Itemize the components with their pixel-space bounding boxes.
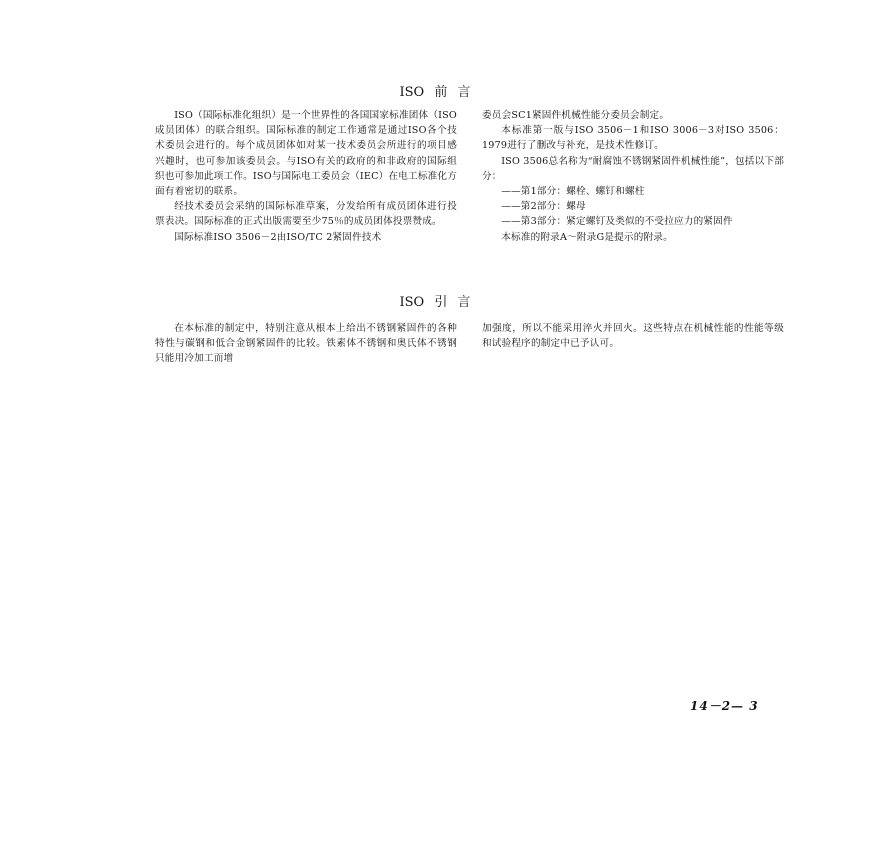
foreword-paragraph: ISO（国际标准化组织）是一个世界性的各国国家标准团体（ISO成员团体）的联合组织。国际标准的制定工作通常是通过ISO各个技术委员会进行的。每个成员团体如对某一技术委员会所进行的项目感兴趣时，也可参加该委员会。与ISO有关的政府的和非政府的国际组织也可参加此项工作。ISO与国际电工委员会（IEC）在电工标准化方面有着密切的联系。 bbox=[155, 110, 457, 198]
introduction-paragraph: 在本标准的制定中，特别注意从根本上给出不锈钢紧固件的各种特性与碳钢和低合金钢紧固件的比较。铁素体不锈钢和奥氏体不锈钢只能用冷加工而增 bbox=[155, 323, 457, 365]
foreword-paragraph: 本标准的附录A～附录G是提示的附录。 bbox=[501, 231, 673, 243]
foreword-list-item: ——第1部分：螺栓、螺钉和螺柱 bbox=[501, 186, 645, 198]
introduction-title: ISO 引 言 bbox=[399, 295, 471, 310]
foreword-right-column bbox=[482, 108, 784, 245]
foreword-left-column bbox=[155, 108, 457, 245]
introduction-paragraph: 加强度，所以不能采用淬火并回火。这些特点在机械性能的性能等级和试验程序的制定中已予认可。 bbox=[482, 323, 784, 350]
introduction-left-column bbox=[155, 321, 457, 367]
foreword-paragraph: 经技术委员会采纳的国际标准草案，分发给所有成员团体进行投票表决。国际标准的正式出版需要至少75％的成员团体投票赞成。 bbox=[155, 201, 457, 228]
foreword-title: ISO 前 言 bbox=[399, 85, 471, 100]
foreword-list-item: ——第3部分：紧定螺钉及类似的不受拉应力的紧固件 bbox=[501, 216, 733, 228]
foreword-paragraph: 委员会SC1紧固件机械性能分委员会制定。 bbox=[482, 110, 670, 121]
foreword-paragraph: 本标准第一版与ISO 3506－1和ISO 3006－3对ISO 3506：1979进行了删改与补充，是技术性修订。 bbox=[482, 125, 784, 152]
page-number: 14－2— 3 bbox=[690, 699, 759, 713]
introduction-right-column bbox=[482, 321, 784, 351]
foreword-list-item: ——第2部分：螺母 bbox=[501, 201, 586, 213]
foreword-paragraph: 国际标准ISO 3506－2由ISO/TC 2紧固件技术 bbox=[174, 231, 382, 243]
foreword-paragraph: ISO 3506总名称为“耐腐蚀不锈钢紧固件机械性能”，包括以下部分： bbox=[482, 155, 784, 182]
